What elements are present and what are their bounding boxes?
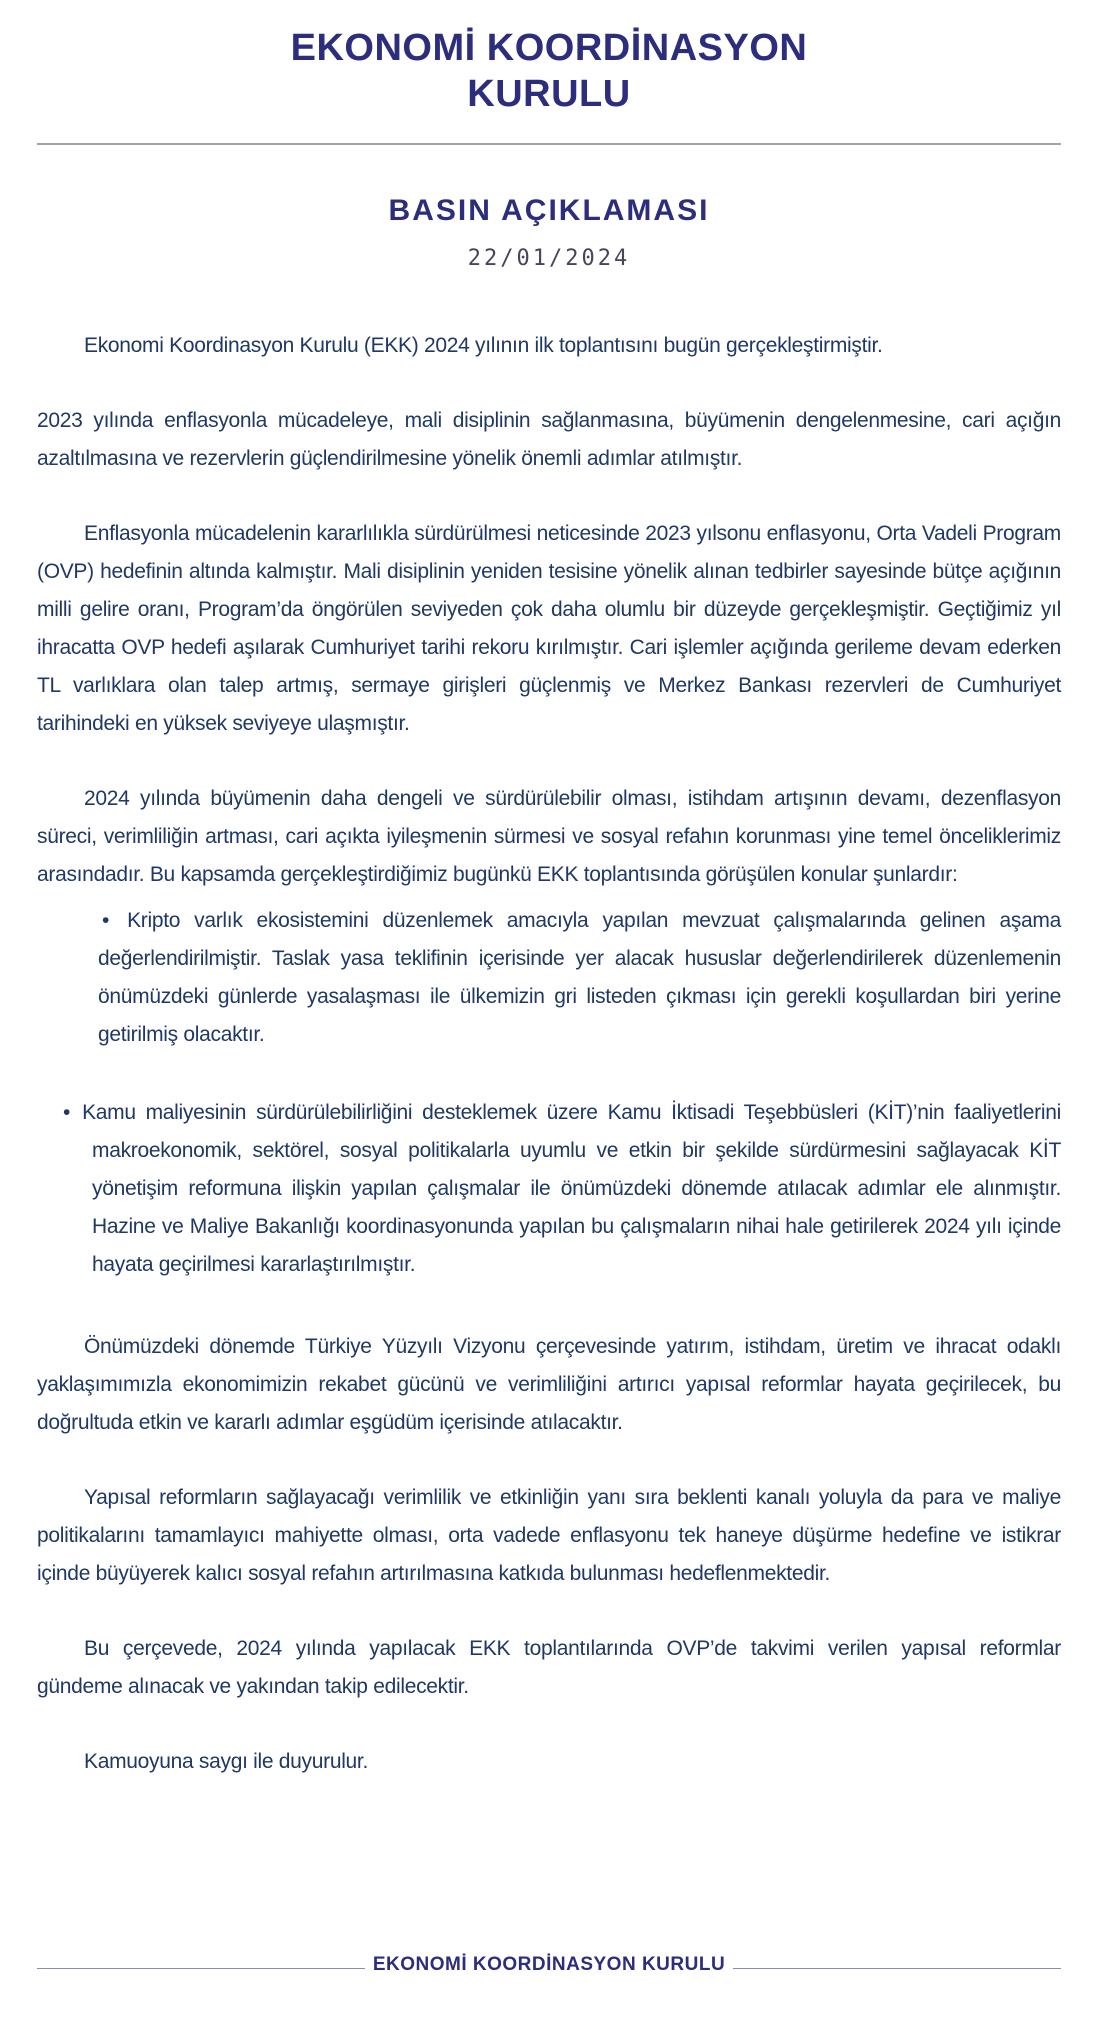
footer-title: EKONOMİ KOORDİNASYON KURULU bbox=[365, 1952, 733, 1978]
document-footer bbox=[37, 1952, 1061, 1978]
bullet-item bbox=[63, 1094, 1061, 1284]
press-release-heading: BASIN AÇIKLAMASI bbox=[388, 194, 710, 227]
body-paragraph: Önümüzdeki dönemde Türkiye Yüzyılı Vizyonu çerçevesinde yatırım, istihdam, üretim ve ihracat odaklı yaklaşımımızla ekonomimizin rekabet gücünü ve verimliliğini artırıcı yapısal reformlar hayata geçirilecek, bu doğrultuda etkin ve kararlı adımlar eşgüdüm içerisinde atılacaktır. bbox=[37, 1335, 1061, 1434]
document-header bbox=[37, 25, 1061, 117]
org-title-line2: KURULU bbox=[467, 73, 631, 115]
bullet-icon: • bbox=[63, 1101, 71, 1124]
bullet-item bbox=[98, 902, 1061, 1054]
body-paragraph: 2024 yılında büyümenin daha dengeli ve sürdürülebilir olması, istihdam artışının devamı, dezenflasyon süreci, verimliliğin artması, cari açıkta iyileşmenin sürmesi ve sosyal refahın korunması yine temel önceliklerimiz arasındadır. Bu kapsamda gerçekleştirdiğimiz bugünkü EKK toplantısında görüşülen konular şunlardır: bbox=[37, 787, 1061, 886]
body-paragraph: Enflasyonla mücadelenin kararlılıkla sürdürülmesi neticesinde 2023 yılsonu enflasyonu, Orta Vadeli Program (OVP) hedefinin altında kalmıştır. Mali disiplinin yeniden tesisine yönelik alınan tedbirler sayesinde bütçe açığının milli gelire oranı, Program’da öngörülen seviyeden çok daha olumlu bir düzeyde gerçekleşmiştir. Geçtiğimiz yıl ihracatta OVP hedefi aşılarak Cumhuriyet tarihi rekoru kırılmıştır. Cari işlemler açığında gerileme devam ederken TL varlıklara olan talep artmış, sermaye girişleri güçlenmiş ve Merkez Bankası rezervleri de Cumhuriyet tarihindeki en yüksek seviyeye ulaşmıştır. bbox=[37, 522, 1061, 735]
org-title bbox=[37, 25, 1061, 117]
header-divider bbox=[37, 143, 1061, 145]
bullet-text: Kamu maliyesinin sürdürülebilirliğini desteklemek üzere Kamu İktisadi Teşebbüsleri (KİT)’nin faaliyetlerini makroekonomik, sektörel, sosyal politikalarla uyumlu ve etkin bir şekilde sürdürmesini sağlayacak KİT yönetişim reformuna ilişkin yapılan çalışmalar ile önümüzdeki dönemde atılacak adımlar ele alınmıştır. Hazine ve Maliye Bakanlığı koordinasyonunda yapılan bu çalışmaların nihai hale getirilerek 2024 yılı içinde hayata geçirilmesi kararlaştırılmıştır. bbox=[82, 1101, 1061, 1276]
body-paragraph: Kamuoyuna saygı ile duyurulur. bbox=[84, 1750, 369, 1773]
body-paragraph: Bu çerçevede, 2024 yılında yapılacak EKK toplantılarında OVP’de takvimi verilen yapısal reformlar gündeme alınacak ve yakından takip edilecektir. bbox=[37, 1637, 1061, 1698]
body-paragraph: Yapısal reformların sağlayacağı verimlilik ve etkinliğin yanı sıra beklenti kanalı yoluyla da para ve maliye politikalarını tamamlayıcı mahiyette olması, orta vadede enflasyonu tek haneye düşürme hedefine ve istikrar içinde büyüyerek kalıcı sosyal refahın artırılmasına katkıda bulunması hedeflenmektedir. bbox=[37, 1486, 1061, 1585]
org-title-line1: EKONOMİ KOORDİNASYON bbox=[290, 27, 808, 69]
press-release-date: 22/01/2024 bbox=[467, 246, 631, 271]
body-paragraph: Ekonomi Koordinasyon Kurulu (EKK) 2024 yılının ilk toplantısını bugün gerçekleştirmiştir. bbox=[84, 334, 883, 357]
document-body bbox=[37, 193, 1061, 1781]
body-paragraph: 2023 yılında enflasyonla mücadeleye, mali disiplinin sağlanmasına, büyümenin dengelenmesine, cari açığın azaltılmasına ve rezervlerin güçlendirilmesine yönelik önemli adımlar atılmıştır. bbox=[37, 409, 1061, 470]
bullet-text: Kripto varlık ekosistemini düzenlemek amacıyla yapılan mevzuat çalışmalarında gelinen aşama değerlendirilmiştir. Taslak yasa teklifinin içerisinde yer alacak hususlar değerlendirilerek düzenlemenin önümüzdeki günlerde yasalaşması ile ülkemizin gri listeden çıkması için gerekli koşullardan biri yerine getirilmiş olacaktır. bbox=[98, 909, 1061, 1046]
bullet-icon: • bbox=[102, 909, 110, 932]
